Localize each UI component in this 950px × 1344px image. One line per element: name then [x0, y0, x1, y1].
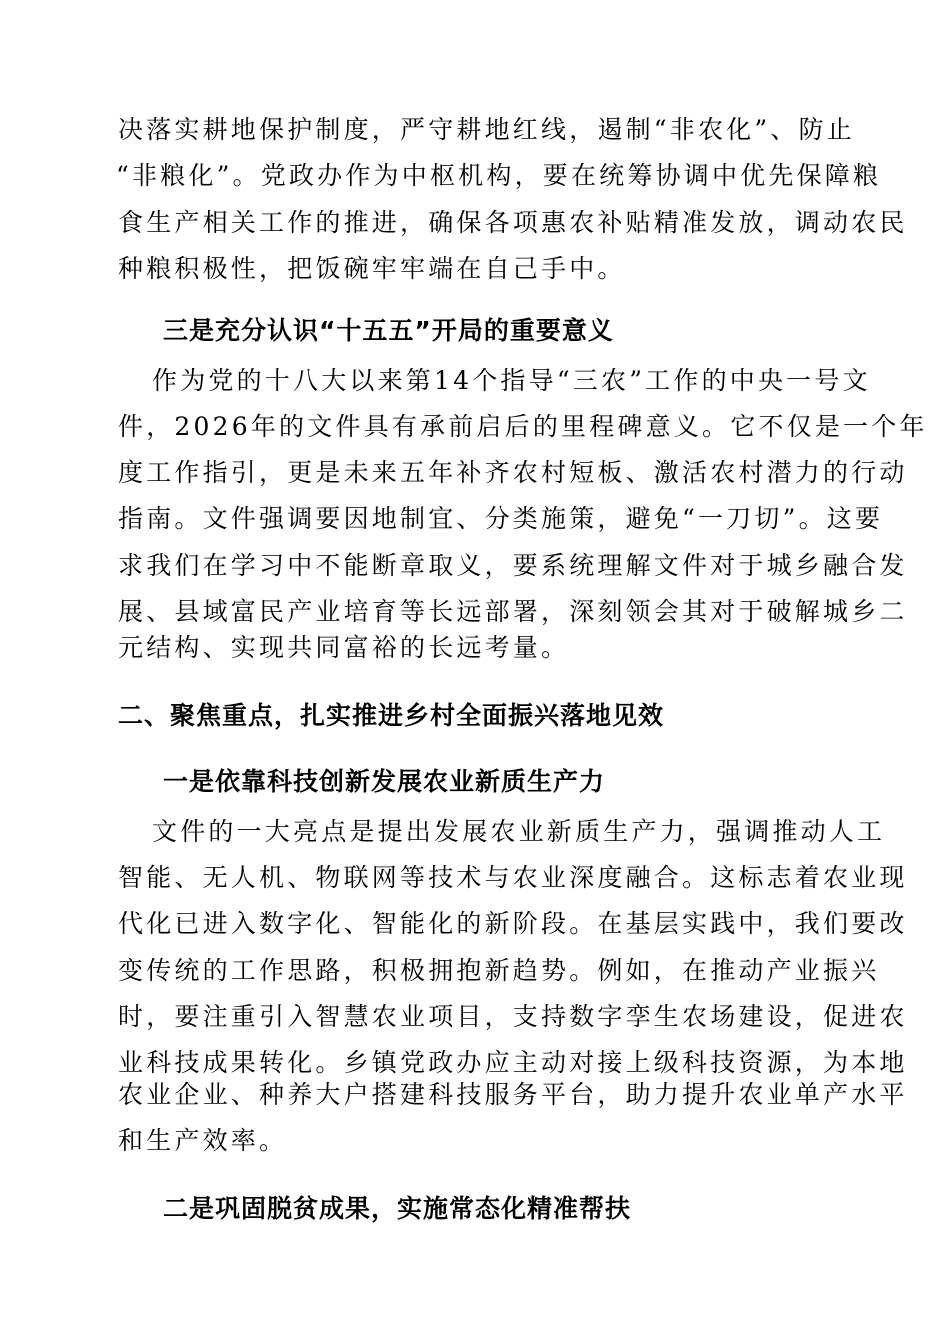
text-line: 种粮积极性，把饭碗牢牢端在自己手中。	[118, 254, 626, 283]
subheading-technology-innovation: 一是依靠科技创新发展农业新质生产力	[163, 767, 606, 796]
text-line: 作为党的十八大以来第14个指导“三农”工作的中央一号文	[152, 366, 871, 395]
text-line: 件，2026年的文件具有承前启后的里程碑意义。它不仅是一个年	[118, 412, 928, 441]
section-title-rural-revitalization: 二、聚焦重点，扎实推进乡村全面振兴落地见效	[118, 701, 665, 730]
text-line: 业科技成果转化。乡镇党政办应主动对接上级科技资源，为本地	[118, 1048, 908, 1077]
text-line: 食生产相关工作的推进，确保各项惠农补贴精准发放，调动农民	[118, 208, 908, 237]
text-line: 文件的一大亮点是提出发展农业新质生产力，强调推动人工	[152, 817, 886, 846]
text-line: 智能、无人机、物联网等技术与农业深度融合。这标志着农业现	[118, 863, 908, 892]
text-line: 变传统的工作思路，积极拥抱新趋势。例如，在推动产业振兴	[118, 956, 880, 985]
text-line: 时，要注重引入智慧农业项目，支持数字孪生农场建设，促进农	[118, 1002, 908, 1031]
text-line: 指南。文件强调要因地制宜、分类施策，避免“一刀切”。这要	[118, 504, 884, 533]
text-line: 元结构、实现共同富裕的长远考量。	[118, 633, 570, 662]
text-line: “非粮化”。党政办作为中枢机构，要在统筹协调中优先保障粮	[116, 161, 882, 190]
subheading-fifteenth-five-year-plan: 三是充分认识“十五五”开局的重要意义	[163, 316, 614, 345]
subheading-poverty-alleviation: 二是巩固脱贫成果，实施常态化精准帮扶	[163, 1194, 632, 1223]
text-line: 度工作指引，更是未来五年补齐农村短板、激活农村潜力的行动	[118, 458, 908, 487]
text-line: 展、县域富民产业培育等长远部署，深刻领会其对于破解城乡二	[118, 597, 908, 626]
text-line: 和生产效率。	[118, 1126, 288, 1155]
text-line: 农业企业、种养大户搭建科技服务平台，助力提升农业单产水平	[118, 1080, 908, 1109]
text-line: 求我们在学习中不能断章取义，要系统理解文件对于城乡融合发	[118, 551, 908, 580]
text-line: 决落实耕地保护制度，严守耕地红线，遏制“非农化”、防止	[118, 115, 855, 144]
text-line: 代化已进入数字化、智能化的新阶段。在基层实践中，我们要改	[118, 909, 908, 938]
